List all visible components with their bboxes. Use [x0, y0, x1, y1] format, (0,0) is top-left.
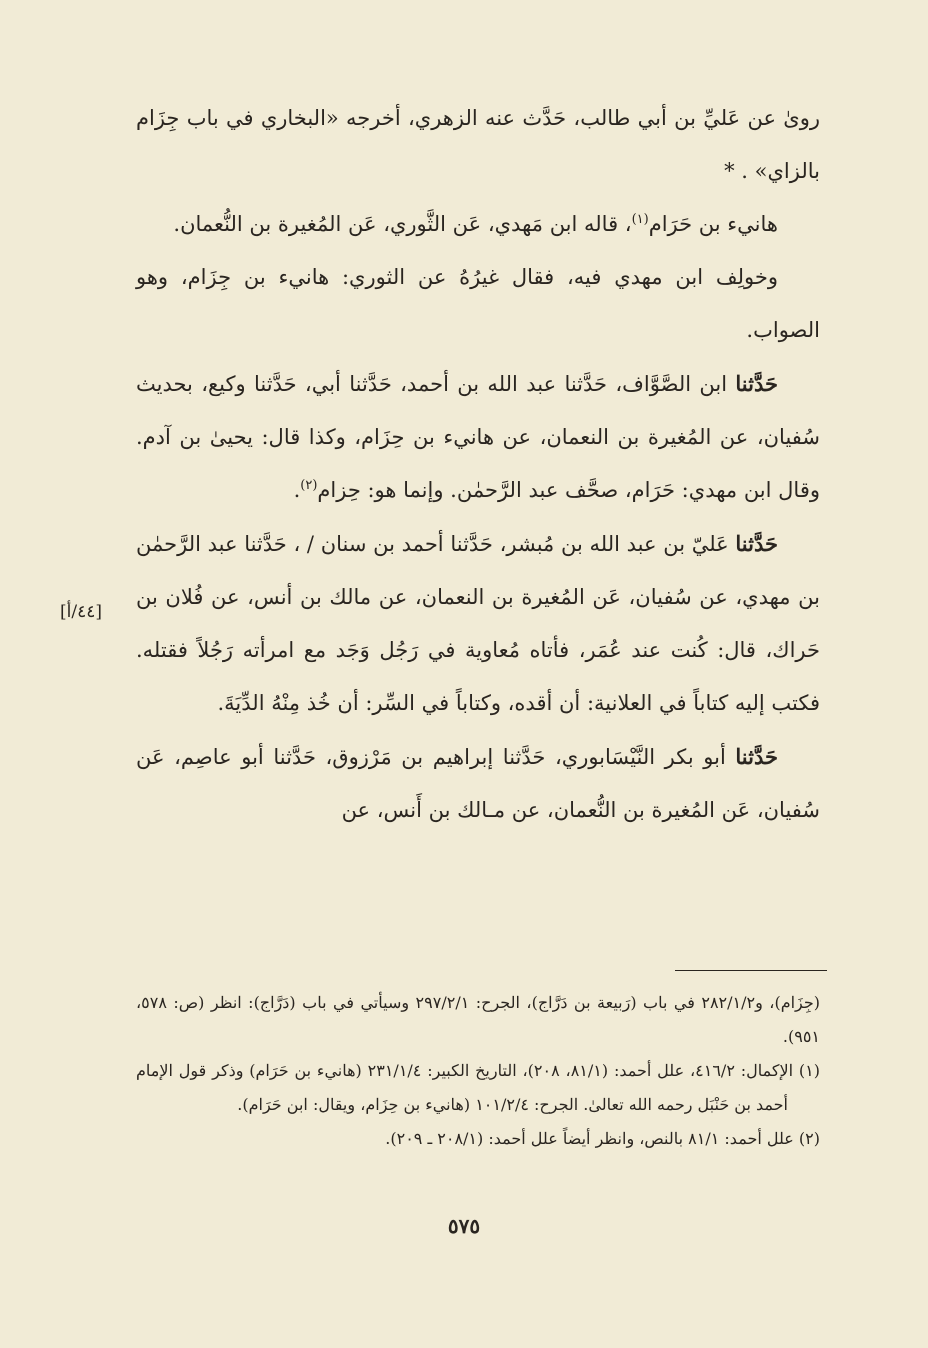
paragraph-5-keyword: حَدَّثنا: [735, 531, 778, 556]
paragraph-2-text: هانيء بن حَرَام: [648, 212, 778, 236]
paragraph-6: [136, 730, 820, 837]
page-number: ٥٧٥: [447, 1214, 481, 1238]
footnotes: [136, 986, 820, 1156]
paragraph-6-text: أبو بكر النَّيْسَابوري، حَدَّثنا إبراهيم بن مَرْزوق، حَدَّثنا أبو عاصِم، عَن سُفيان، عَن المُغيرة بن النُّعمان، عن مـالك بن أَنس، عن: [136, 745, 820, 822]
footnote-marker-1: (١): [631, 212, 649, 227]
paragraph-4-text-after: .: [293, 478, 301, 502]
footnote-continuation: (جِزَام)، و٢٨٢/١/٢ في باب (رَبيعة بن دَرَّاج)، الجرح: ٢٩٧/٢/١ وسيأتي في باب (دَرَّاج): انظر (ص: ٥٧٨، ٩٥١).: [136, 993, 821, 1046]
paragraph-2-text-after: ، قاله ابن مَهدي، عَن الثَّوري، عَن المُغيرة بن النُّعمان.: [173, 212, 632, 236]
paragraph-1-text: روىٰ عن عَليِّ بن أبي طالب، حَدَّث عنه الزهري، أخرجه «البخاري في باب جِزَام بالزاي» . *: [136, 106, 820, 183]
footnote-marker-2: (٢): [300, 478, 318, 493]
margin-folio-reference: [٤٤/أ]: [60, 602, 102, 622]
paragraph-5: [136, 517, 820, 730]
paragraph-2: [136, 198, 820, 251]
paragraph-4-keyword: حَدَّثنا: [735, 371, 778, 396]
footnote-2: (٢) علل أحمد: ٨١/١ بالنص، وانظر أيضاً علل أحمد: (٢٠٨/١ ـ ٢٠٩).: [385, 1129, 820, 1148]
main-text: [136, 92, 820, 837]
paragraph-3: [136, 251, 820, 357]
paragraph-4: [136, 357, 820, 517]
paragraph-1: [136, 92, 820, 198]
paragraph-3-text: وخولِف ابن مهدي فيه، فقال غيرُهُ عن الثوري: هانيء بن جِزَام، وهو الصواب.: [136, 265, 820, 342]
paragraph-6-keyword: حَدَّثنا: [735, 744, 778, 769]
paragraph-5-text: عَليّ بن عبد الله بن مُبشر، حَدَّثنا أحمد بن سنان / ، حَدَّثنا عبد الرَّحمٰن بن مهدي، عن سُفيان، عَن المُغيرة بن النعمان، عن مالك بن أنس، عن فُلان بن حَراك، قال: كُنت عند عُمَر، فأتاه مُعاوية في رَجُل وَجَد مع امرأته رَجُلاً فقتله. فكتب إليه كتاباً في العلانية: أن أقده، وكتاباً في السِّر: أن خُذ مِنْهُ الدِّيَةَ.: [136, 532, 820, 715]
footnote-divider: [675, 970, 827, 971]
paragraph-4-text: ابن الصَّوَّاف، حَدَّثنا عبد الله بن أحمد، حَدَّثنا أبي، حَدَّثنا وكيع، بحديث سُفيان، عن المُغيرة بن النعمان، عن هانيء بن حِزَام، وكذا قال: يحيىٰ بن آدم. وقال ابن مهدي: حَرَام، صحَّف عبد الرَّحمٰن. وإنما هو: حِزام: [136, 372, 820, 502]
footnote-1: (١) الإكمال: ٤١٦/٢، علل أحمد: (٨١/١، ٢٠٨)، التاريخ الكبير: ٢٣١/١/٤ (هانيء بن حَرَام) وذكر قول الإمام أحمد بن حَنْبَل رحمه الله تعالىٰ. الجرح: ١٠١/٢/٤ (هانيء بن حِزَام، ويقال: ابن حَرَام).: [136, 1061, 821, 1114]
